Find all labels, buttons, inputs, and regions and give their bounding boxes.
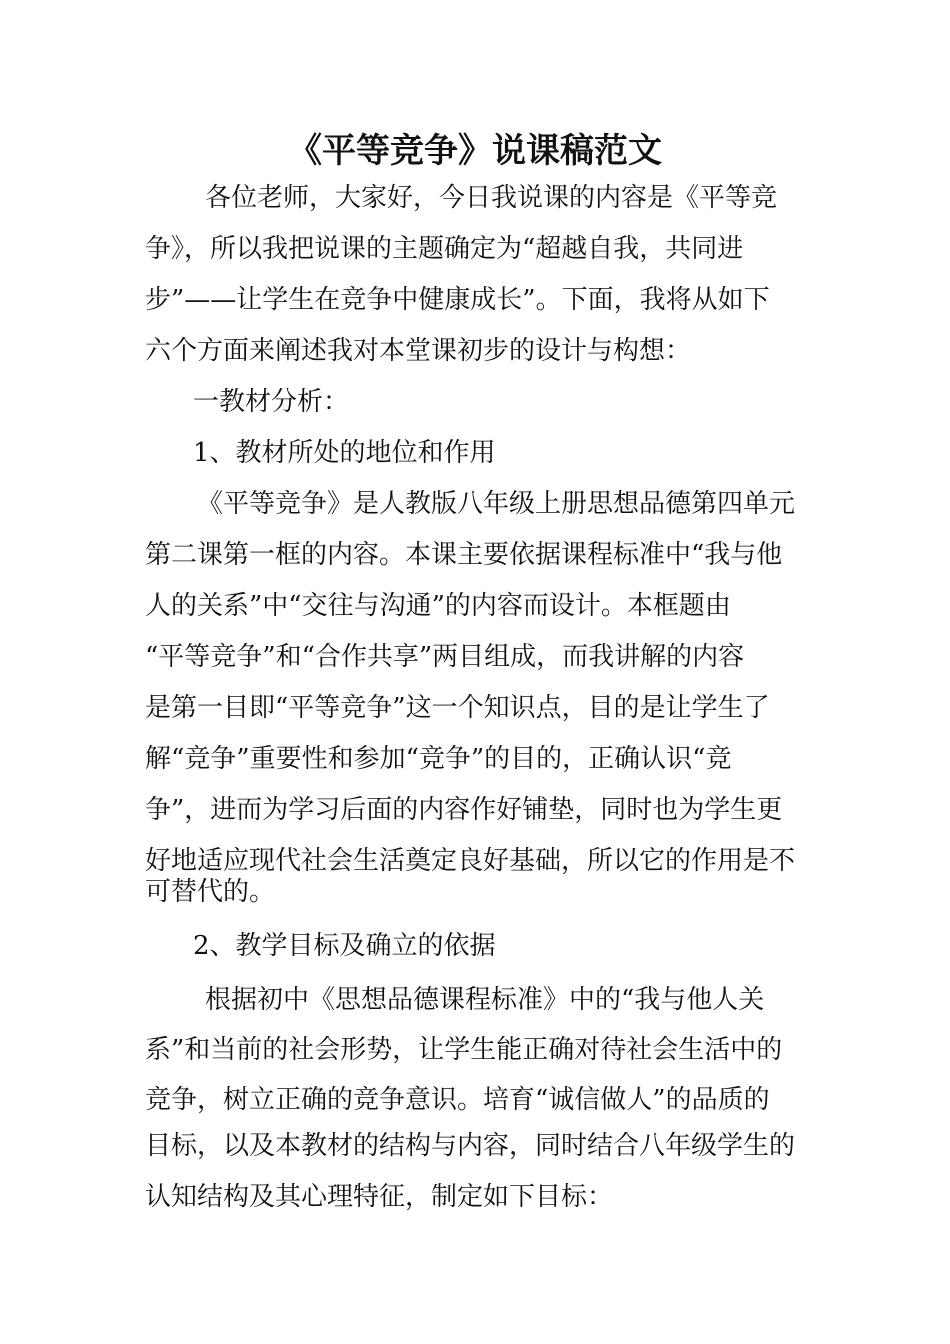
body-line: 是第一目即“平等竞争”这一个知识点，目的是让学生了 [145,693,770,723]
body-line: 竞争，树立正确的竞争意识。培育“诚信做人”的品质的 [145,1085,770,1115]
body-line: 根据初中《思想品德课程标准》中的“我与他人关 [205,985,765,1015]
body-line: 争”，进而为学习后面的内容作好铺垫，同时也为学生更 [145,795,783,825]
body-line: 争》，所以我把说课的主题确定为“超越自我，共同进 [145,234,744,264]
subsection-heading: 2、教学目标及确立的依据 [193,931,496,961]
section-heading: 一教材分析： [193,387,350,417]
body-line: 人的关系”中“交往与沟通”的内容而设计。本框题由 [145,591,731,621]
subsection-heading: 1、教材所处的地位和作用 [193,438,496,468]
body-line: 系”和当前的社会形势，让学生能正确对待社会生活中的 [145,1035,783,1065]
body-line: 认知结构及其心理特征，制定如下目标： [145,1182,614,1212]
body-line: 《平等竞争》是人教版八年级上册思想品德第四单元 [197,489,796,519]
body-line: 各位老师，大家好，今日我说课的内容是《平等竞 [205,183,778,213]
body-line: “平等竞争”和“合作共享”两目组成，而我讲解的内容 [145,642,745,672]
body-line: 好地适应现代社会生活奠定良好基础，所以它的作用是不 [145,846,796,876]
body-line: 解“竞争”重要性和参加“竞争”的目的，正确认识“竞 [145,744,732,774]
body-line: 可替代的。 [145,877,276,907]
body-line: 第二课第一框的内容。本课主要依据课程标准中“我与他 [145,540,783,570]
body-line: 六个方面来阐述我对本堂课初步的设计与构想： [145,336,692,366]
body-line: 目标，以及本教材的结构与内容，同时结合八年级学生的 [145,1131,796,1161]
body-line: 步”——让学生在竞争中健康成长”。下面，我将从如下 [145,285,770,315]
document-title: 《平等竞争》说课稿范文 [288,131,662,171]
